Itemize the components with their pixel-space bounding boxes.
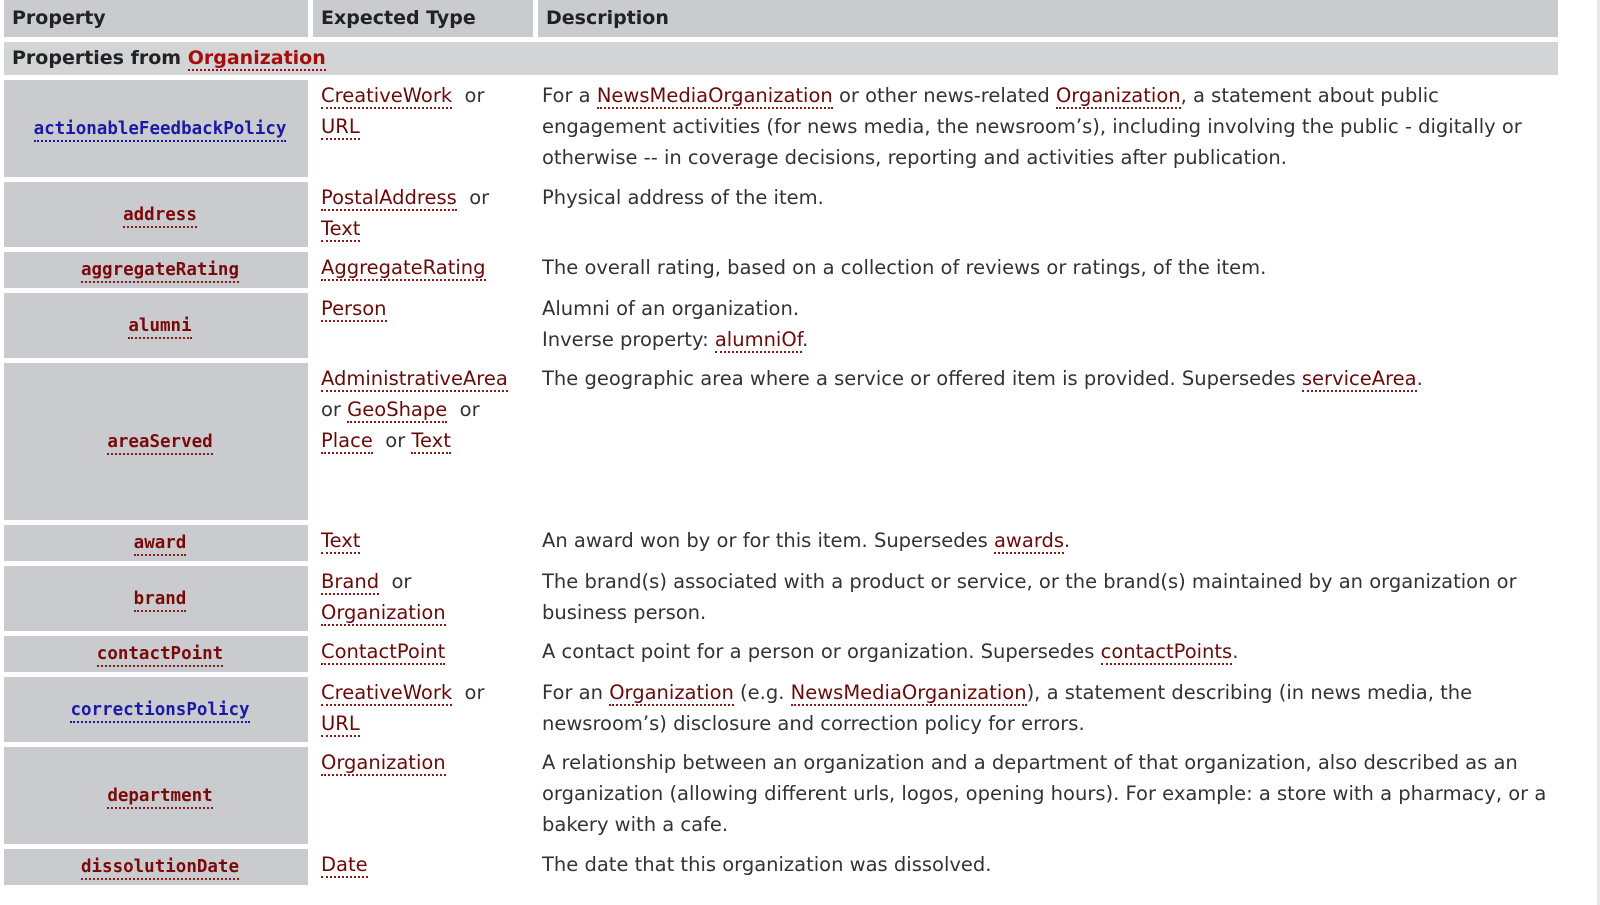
type-link[interactable]: AggregateRating [321, 256, 486, 279]
or-separator: or [321, 398, 341, 421]
description-link[interactable]: serviceArea [1301, 367, 1417, 390]
property-cell [4, 363, 308, 520]
property-link-brand[interactable]: brand [134, 589, 187, 612]
description-text: . [1064, 529, 1071, 552]
description-text: A relationship between an organization and a department of that organization, also described as an organization (allowing different urls, logos, opening hours). For example: a store with a pharmacy, or a bakery with a cafe. [542, 751, 1547, 836]
description-link[interactable]: Organization [609, 681, 734, 704]
description-column-header: Description [538, 0, 1558, 37]
property-cell [4, 677, 308, 742]
description-cell [538, 525, 1558, 561]
or-separator: or [385, 429, 406, 452]
type-link[interactable]: URL [321, 115, 360, 138]
type-link[interactable]: Text [321, 529, 361, 552]
organization-section-link[interactable]: Organization [187, 47, 326, 69]
description-link[interactable]: NewsMediaOrganization [596, 84, 833, 107]
description-cell [538, 677, 1558, 742]
description-text: . [1232, 640, 1239, 663]
table-row [4, 80, 1558, 177]
property-link-department[interactable]: department [107, 786, 212, 809]
type-link[interactable]: Organization [321, 601, 446, 624]
description-cell [538, 747, 1558, 844]
or-separator: or [464, 84, 485, 107]
description-text: ), a statement describing (in news media, the newsroom’s) disclosure and correction policy for errors. [542, 681, 1473, 735]
expected-type-cell [313, 80, 533, 177]
property-cell [4, 293, 308, 358]
property-cell [4, 849, 308, 885]
or-separator: or [459, 398, 480, 421]
property-cell [4, 566, 308, 631]
type-link[interactable]: AdministrativeArea [321, 367, 508, 390]
property-link-dissolutionDate[interactable]: dissolutionDate [81, 857, 239, 880]
type-link[interactable]: CreativeWork [321, 84, 453, 107]
table-row [4, 849, 1558, 885]
description-text: Physical address of the item. [542, 186, 824, 209]
description-link[interactable]: Organization [1055, 84, 1181, 107]
description-link[interactable]: contactPoints [1100, 640, 1233, 663]
description-cell [538, 636, 1558, 672]
property-link-contactPoint[interactable]: contactPoint [97, 644, 223, 667]
type-link[interactable]: Organization [321, 751, 446, 774]
property-column-header: Property [4, 0, 308, 37]
description-text: For a [542, 84, 597, 107]
table-row [4, 566, 1558, 631]
description-text: The brand(s) associated with a product or service, or the brand(s) maintained by an organization or business person. [542, 570, 1517, 624]
description-cell [538, 182, 1558, 247]
type-link[interactable]: GeoShape [347, 398, 448, 421]
table-row [4, 747, 1558, 844]
description-text: Alumni of an organization. [542, 297, 800, 320]
table-row [4, 252, 1558, 288]
description-text: (e.g. [733, 681, 791, 704]
or-separator: or [464, 681, 485, 704]
type-link[interactable]: Text [411, 429, 451, 452]
description-text: . [1416, 367, 1423, 390]
expected-type-cell [313, 677, 533, 742]
type-link[interactable]: Text [321, 217, 361, 240]
description-cell [538, 849, 1558, 885]
type-link[interactable]: Person [321, 297, 387, 320]
table-row [4, 363, 1558, 520]
expected-type-cell [313, 566, 533, 631]
description-text: , a statement about public engagement activities (for news media, the newsroom’s), including involving the public - digitally or otherwise -- in coverage decisions, reporting and activities after publication. [542, 84, 1522, 169]
property-link-aggregateRating[interactable]: aggregateRating [81, 260, 239, 283]
description-cell [538, 252, 1558, 288]
description-text: Inverse property: [542, 328, 715, 351]
type-link[interactable]: Place [321, 429, 373, 452]
property-link-award[interactable]: award [134, 533, 187, 556]
description-text: The overall rating, based on a collection of reviews or ratings, of the item. [542, 256, 1267, 279]
description-link[interactable]: alumniOf [714, 328, 803, 351]
property-cell [4, 525, 308, 561]
expected-type-cell [313, 636, 533, 672]
description-text: For an [542, 681, 610, 704]
type-link[interactable]: CreativeWork [321, 681, 453, 704]
table-row [4, 525, 1558, 561]
property-cell [4, 182, 308, 247]
expected-type-cell [313, 363, 533, 520]
table-row [4, 182, 1558, 247]
section-heading-prefix: Properties from [12, 47, 188, 69]
expected-type-cell [313, 293, 533, 358]
expected-type-cell [313, 525, 533, 561]
table-row [4, 636, 1558, 672]
description-cell [538, 363, 1558, 520]
description-text: or other news-related [832, 84, 1056, 107]
property-link-areaServed[interactable]: areaServed [107, 432, 212, 455]
type-link[interactable]: PostalAddress [321, 186, 457, 209]
property-cell [4, 636, 308, 672]
or-separator: or [391, 570, 412, 593]
or-separator: or [469, 186, 490, 209]
description-text: An award won by or for this item. Supersedes [542, 529, 994, 552]
property-cell [4, 747, 308, 844]
section-heading [4, 42, 1558, 75]
description-link[interactable]: awards [993, 529, 1065, 552]
property-link-alumni[interactable]: alumni [128, 316, 191, 339]
property-link-address[interactable]: address [123, 205, 197, 228]
expected-type-cell [313, 252, 533, 288]
description-text: . [802, 328, 809, 351]
expected-type-cell [313, 747, 533, 844]
type-link[interactable]: URL [321, 712, 360, 735]
description-link[interactable]: NewsMediaOrganization [790, 681, 1027, 704]
description-text: The date that this organization was dissolved. [542, 853, 992, 876]
property-cell [4, 252, 308, 288]
description-text: A contact point for a person or organization. Supersedes [542, 640, 1101, 663]
description-text: The geographic area where a service or offered item is provided. Supersedes [542, 367, 1302, 390]
expected-type-cell [313, 182, 533, 247]
description-cell [538, 293, 1558, 358]
type-link[interactable]: ContactPoint [321, 640, 446, 663]
description-cell [538, 80, 1558, 177]
property-cell [4, 80, 308, 177]
table-row [4, 293, 1558, 358]
property-link-actionableFeedbackPolicy[interactable]: actionableFeedbackPolicy [34, 119, 287, 142]
description-cell [538, 566, 1558, 631]
property-link-correctionsPolicy[interactable]: correctionsPolicy [70, 700, 249, 723]
table-row [4, 677, 1558, 742]
expected-type-column-header: Expected Type [313, 0, 533, 37]
expected-type-cell [313, 849, 533, 885]
type-link[interactable]: Date [321, 853, 368, 876]
type-link[interactable]: Brand [321, 570, 380, 593]
